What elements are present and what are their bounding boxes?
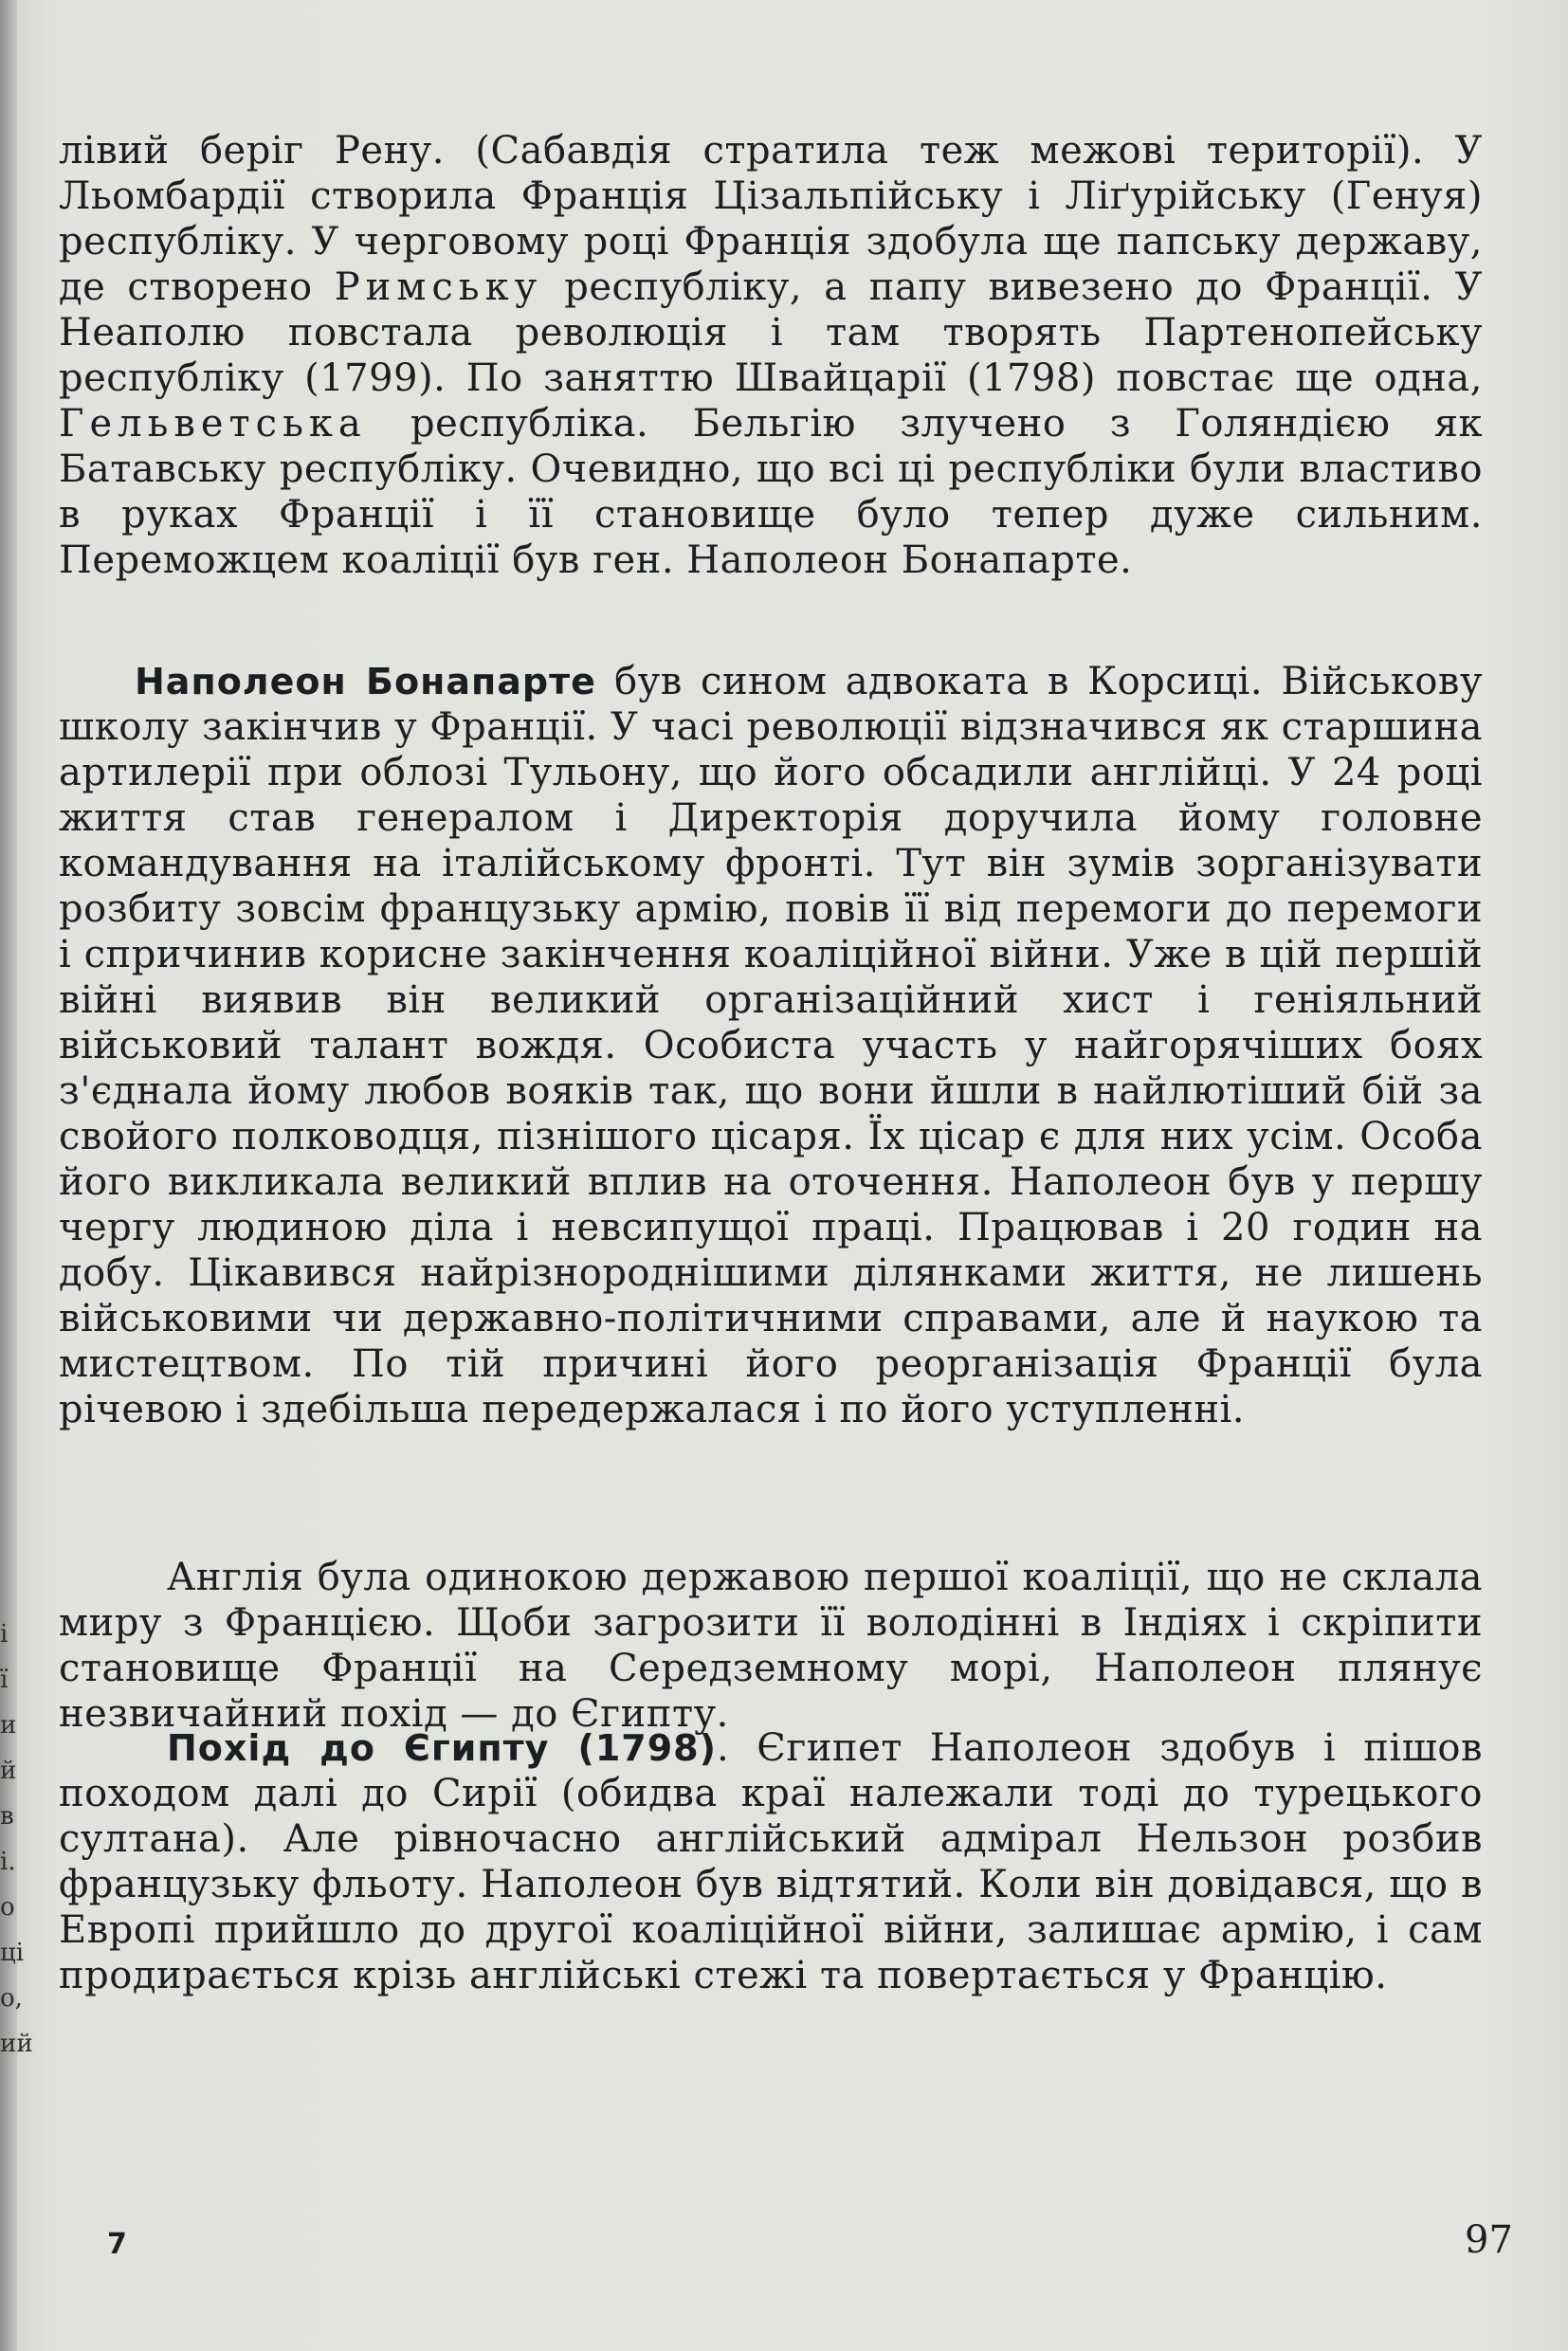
margin-fragment: ий: [0, 2030, 33, 2058]
adjacent-page-margin-fragments: [0, 1612, 33, 2067]
margin-fragment: і: [0, 1620, 9, 1649]
margin-fragment: в: [0, 1802, 14, 1831]
paragraph-text: лівий беріг Рену. (Сабавдія стратила теж межові території). У Льомбардії створила Франція Цізальпійську і Ліґурійську (Генуя) республіку. У черговому році Франція здобула ще папську державу, де створено: [59, 129, 1483, 309]
margin-fragment: и: [0, 1711, 17, 1740]
emphasized-term-helvetic: Гельветська: [59, 402, 367, 446]
emphasized-term-roman: Римську: [334, 265, 543, 309]
section-napoleon: [59, 659, 1483, 1432]
margin-fragment: о,: [0, 1984, 23, 2013]
section-text: був сином адвоката в Корсиці. Військову школу закінчив у Франції. У часі революції відзначився як старшина артилерії при облозі Тульону, що його обсадили англійці. У 24 році життя став генералом і Директорія доручила йому головне командування на італійському фронті. Тут він зумів зорганізувати розбиту зовсім французьку армію, повів її від перемоги до перемоги і спричинив корисне закінчення коаліційної війни. Уже в цій першій війні виявив він великий організаційний хист і геніяльний військовий талант вождя. Особиста участь у найгорячіших боях з'єднала йому любов вояків так, що вони йшли в найлютіший бій за свойого полководця, пізнішого цісаря. Їх цісар є для них усім. Особа його викликала великий вплив на оточення. Наполеон був у першу чергу людиною діла і невсипущої праці. Працював і 20 годин на добу. Цікавився найрізнороднішими ділянками життя, не лишень військовими чи державно-політичними справами, але й наукою та мистецтвом. По тій причині його реорганізація Франції була річевою і здебільша передержалася і по його уступленні.: [59, 660, 1483, 1431]
signature-mark: 7: [107, 2228, 127, 2261]
paragraph-text: республіка. Бельгію злучено з Голяндією як Батавську республіку. Очевидно, що всі ці республіки були властиво в руках Франції і її становище було тепер дуже сильним. Переможцем коаліції був ген. Наполеон Бонапарте.: [59, 402, 1483, 582]
paragraph-republics: [59, 128, 1483, 583]
margin-fragment: й: [0, 1757, 17, 1785]
margin-fragment: ї: [0, 1666, 9, 1694]
margin-fragment: о: [0, 1893, 15, 1922]
paragraph-text: республіку, а папу вивезено до Франції. У Неаполю повстала революція і там творять Партенопейську республіку (1799). По заняттю Швайцарії (1798) повстає ще одна,: [59, 265, 1483, 400]
margin-fragment: ці: [0, 1939, 25, 1967]
margin-fragment: і.: [0, 1848, 16, 1876]
section-egypt: [59, 1725, 1483, 1998]
paragraph-england: Англія була одинокою державою першої коаліції, що не склала миру з Францією. Щоби загрозити її володінні в Індіях і скріпити становище Франції на Середземному морі, Наполеон плянує незвичайний похід — до Єгипту.: [59, 1556, 1483, 1736]
section-text: . Єгипет Наполеон здобув і пішов походом далі до Сирії (обидва краї належали тоді до турецького султана). Але рівночасно англійський адмірал Нельзон розбив французьку фльоту. Наполеон був відтятий. Коли він довідався, що в Европі прийшло до другої коаліційної війни, залишає армію, і сам продирається крізь англійські стежі та повертається у Францію.: [59, 1726, 1483, 1997]
section-heading-egypt: Похід до Єгипту (1798): [167, 1727, 717, 1769]
page-number: 97: [1465, 2218, 1513, 2262]
section-heading-napoleon: Наполеон Бонапарте: [135, 661, 596, 702]
